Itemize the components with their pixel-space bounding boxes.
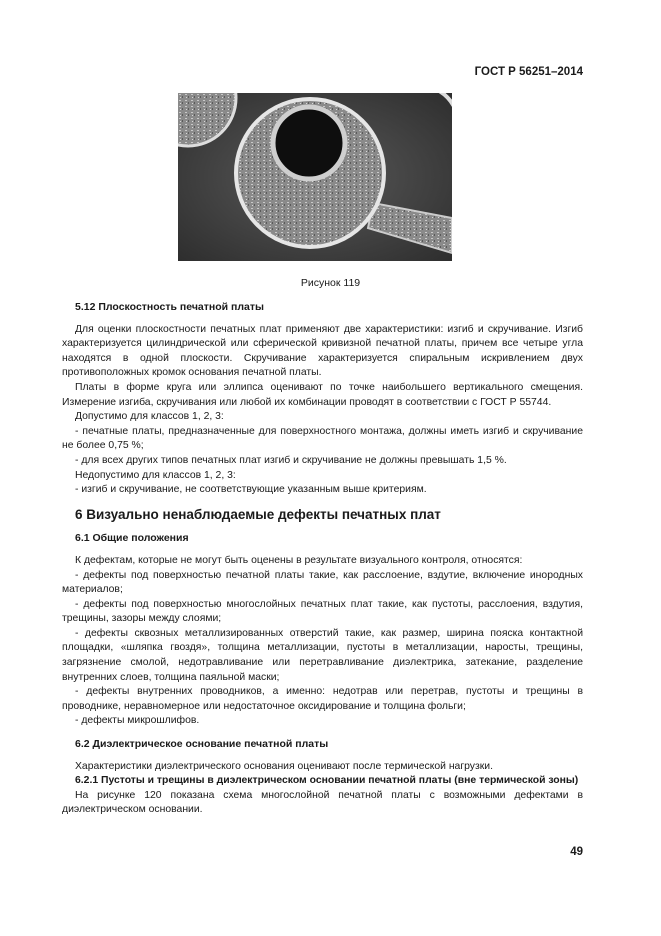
section-heading: 5.12 Плоскостность печатной платы — [75, 301, 264, 313]
paragraph: На рисунке 120 показана схема многослойной печатной платы с возможными дефектами в диэлектрическом основании. — [62, 789, 583, 816]
paragraph: Недопустимо для классов 1, 2, 3: — [75, 469, 236, 481]
list-item: - изгиб и скручивание, не соответствующие указанным выше критериям. — [75, 484, 427, 496]
list-item: - дефекты под поверхностью многослойных печатных плат такие, как пустоты, расслоения, вздутия, трещины, зазоры между слоями; — [62, 598, 583, 625]
list-item: - для всех других типов печатных плат изгиб и скручивание не должны превышать 1,5 %. — [75, 454, 507, 466]
figure-119-photo — [178, 93, 452, 261]
paragraph: Для оценки плоскостности печатных плат применяют две характеристики: изгиб и скручивание. Изгиб характеризуется цилиндрической или сферической кривизной печатной платы, причем все четыре угла находятся в одной плоскости. Скручивание характеризуется спиральным искривлением двух противоположных кромок основания печатной платы. — [62, 323, 583, 379]
page-number: 49 — [570, 846, 583, 858]
document-body — [62, 300, 583, 818]
list-item: - дефекты под поверхностью печатной платы такие, как расслоение, вздутие, включение инородных материалов; — [62, 569, 583, 596]
standard-header: ГОСТ Р 56251–2014 — [474, 66, 583, 78]
figure-caption: Рисунок 119 — [300, 277, 361, 289]
section-heading: 6.1 Общие положения — [75, 532, 189, 545]
paragraph: Платы в форме круга или эллипса оценивают по точке наибольшего вертикального смещения. Измерение изгиба, скручивания или любой их комбинации проводят в соответствии с ГОСТ Р 55744. — [62, 381, 583, 408]
paragraph: К дефектам, которые не могут быть оценены в результате визуального контроля, относятся: — [75, 554, 523, 566]
list-item: - печатные платы, предназначенные для поверхностного монтажа, должны иметь изгиб и скручивание не более 0,75 %; — [62, 425, 583, 452]
list-item: - дефекты внутренних проводников, а именно: недотрав или перетрав, пустоты и трещины в проводнике, неравномерное или недостаточное оксидирование и толщина фольги; — [62, 686, 583, 712]
paragraph: Характеристики диэлектрического основания оценивают после термической нагрузки. — [75, 760, 493, 772]
section-heading: 6.2 Диэлектрическое основание печатной платы — [75, 738, 329, 751]
subsection-heading: 6.2.1 Пустоты и трещины в диэлектрическом основании печатной платы (вне термической зоны) — [75, 775, 579, 787]
pcb-hole-micrograph — [178, 93, 452, 261]
paragraph: Допустимо для классов 1, 2, 3: — [75, 411, 224, 423]
chapter-heading: 6 Визуально ненаблюдаемые дефекты печатных плат — [75, 506, 441, 522]
list-item: - дефекты микрошлифов. — [75, 715, 200, 727]
list-item: - дефекты сквозных металлизированных отверстий такие, как размер, ширина пояска контактной площадки, «шляпка гвоздя», толщина металлизации, пустоты в металлизации, наросты, трещины, загрязнение смолой, недотравливание или перетравливание диэлектрика, затекание, разделение внутренних слоев, толщина паяльной маски; — [62, 627, 583, 683]
